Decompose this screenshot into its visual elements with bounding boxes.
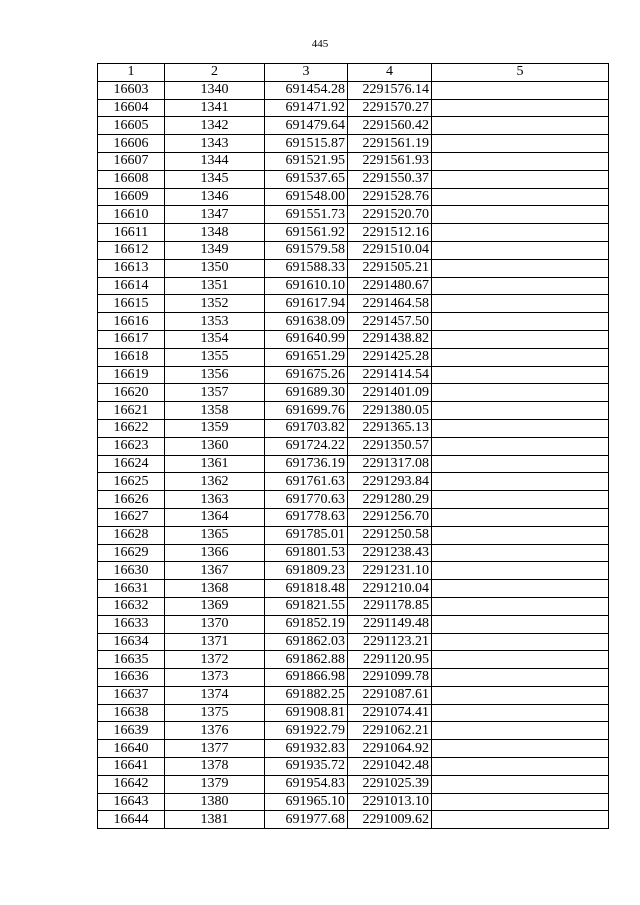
table-cell: 1375 bbox=[165, 704, 265, 722]
table-cell bbox=[432, 597, 609, 615]
table-cell: 16622 bbox=[98, 419, 165, 437]
table-cell: 1356 bbox=[165, 366, 265, 384]
table-cell: 16614 bbox=[98, 277, 165, 295]
table-cell: 691638.09 bbox=[265, 313, 348, 331]
table-cell: 2291505.21 bbox=[348, 259, 432, 277]
table-cell: 691651.29 bbox=[265, 348, 348, 366]
table-cell: 1358 bbox=[165, 402, 265, 420]
table-cell: 16637 bbox=[98, 686, 165, 704]
table-cell: 691699.76 bbox=[265, 402, 348, 420]
table-cell: 2291087.61 bbox=[348, 686, 432, 704]
table-cell: 691579.58 bbox=[265, 241, 348, 259]
table-cell bbox=[432, 259, 609, 277]
table-cell: 16604 bbox=[98, 99, 165, 117]
table-cell: 691977.68 bbox=[265, 811, 348, 829]
table-cell: 691761.63 bbox=[265, 473, 348, 491]
table-cell bbox=[432, 580, 609, 598]
table-cell: 16628 bbox=[98, 526, 165, 544]
table-cell: 691703.82 bbox=[265, 419, 348, 437]
table-cell bbox=[432, 633, 609, 651]
table-cell: 691537.65 bbox=[265, 170, 348, 188]
table-cell: 691640.99 bbox=[265, 330, 348, 348]
table-cell: 2291380.05 bbox=[348, 402, 432, 420]
table-cell bbox=[432, 188, 609, 206]
table-row bbox=[98, 544, 609, 562]
table-cell: 1359 bbox=[165, 419, 265, 437]
table-cell: 691588.33 bbox=[265, 259, 348, 277]
table-row bbox=[98, 775, 609, 793]
table-cell: 1357 bbox=[165, 384, 265, 402]
table-cell: 691965.10 bbox=[265, 793, 348, 811]
table-row bbox=[98, 491, 609, 509]
table-cell bbox=[432, 651, 609, 669]
table-cell: 1368 bbox=[165, 580, 265, 598]
table-cell: 2291120.95 bbox=[348, 651, 432, 669]
table-cell: 691515.87 bbox=[265, 135, 348, 153]
table-cell: 1365 bbox=[165, 526, 265, 544]
table-cell bbox=[432, 295, 609, 313]
table-cell: 2291280.29 bbox=[348, 491, 432, 509]
table-row bbox=[98, 562, 609, 580]
table-cell: 16610 bbox=[98, 206, 165, 224]
table-cell: 16625 bbox=[98, 473, 165, 491]
table-cell bbox=[432, 402, 609, 420]
table-cell: 2291025.39 bbox=[348, 775, 432, 793]
table-cell: 1378 bbox=[165, 758, 265, 776]
table-cell: 1360 bbox=[165, 437, 265, 455]
table-cell: 1343 bbox=[165, 135, 265, 153]
table-row bbox=[98, 758, 609, 776]
table-cell: 1381 bbox=[165, 811, 265, 829]
table-cell: 2291074.41 bbox=[348, 704, 432, 722]
table-cell: 2291210.04 bbox=[348, 580, 432, 598]
table-cell bbox=[432, 544, 609, 562]
table-cell: 2291178.85 bbox=[348, 597, 432, 615]
table-row bbox=[98, 330, 609, 348]
table-cell: 1344 bbox=[165, 152, 265, 170]
table-row bbox=[98, 633, 609, 651]
table-cell: 1367 bbox=[165, 562, 265, 580]
table-row bbox=[98, 508, 609, 526]
table-row bbox=[98, 597, 609, 615]
column-header: 1 bbox=[98, 64, 165, 82]
coordinates-table bbox=[97, 63, 609, 829]
table-row bbox=[98, 402, 609, 420]
table-cell bbox=[432, 277, 609, 295]
table-cell: 1352 bbox=[165, 295, 265, 313]
table-cell bbox=[432, 330, 609, 348]
table-cell: 1346 bbox=[165, 188, 265, 206]
table-cell: 1354 bbox=[165, 330, 265, 348]
table-cell bbox=[432, 758, 609, 776]
table-cell: 16612 bbox=[98, 241, 165, 259]
table-cell: 16611 bbox=[98, 224, 165, 242]
table-cell bbox=[432, 793, 609, 811]
table-row bbox=[98, 152, 609, 170]
table-cell bbox=[432, 224, 609, 242]
table-cell: 1355 bbox=[165, 348, 265, 366]
page-number: 445 bbox=[311, 38, 329, 50]
table-cell: 16636 bbox=[98, 669, 165, 687]
table-cell: 691479.64 bbox=[265, 117, 348, 135]
table-cell: 1353 bbox=[165, 313, 265, 331]
table-cell: 691471.92 bbox=[265, 99, 348, 117]
table-cell: 2291238.43 bbox=[348, 544, 432, 562]
table-cell: 2291512.16 bbox=[348, 224, 432, 242]
table-cell: 1371 bbox=[165, 633, 265, 651]
table-cell: 2291528.76 bbox=[348, 188, 432, 206]
table-cell: 16644 bbox=[98, 811, 165, 829]
table-cell: 1366 bbox=[165, 544, 265, 562]
table-cell: 2291317.08 bbox=[348, 455, 432, 473]
table-cell: 2291293.84 bbox=[348, 473, 432, 491]
table-cell bbox=[432, 366, 609, 384]
table-row bbox=[98, 419, 609, 437]
table-cell: 2291570.27 bbox=[348, 99, 432, 117]
table-row bbox=[98, 811, 609, 829]
table-cell: 16609 bbox=[98, 188, 165, 206]
table-cell: 1363 bbox=[165, 491, 265, 509]
table-cell: 691818.48 bbox=[265, 580, 348, 598]
table-row bbox=[98, 99, 609, 117]
table-cell: 16608 bbox=[98, 170, 165, 188]
table-cell: 16621 bbox=[98, 402, 165, 420]
table-row bbox=[98, 135, 609, 153]
table-cell: 1341 bbox=[165, 99, 265, 117]
table-cell bbox=[432, 615, 609, 633]
table-cell bbox=[432, 313, 609, 331]
table-cell bbox=[432, 722, 609, 740]
table-cell bbox=[432, 241, 609, 259]
table-cell: 691862.88 bbox=[265, 651, 348, 669]
table-cell: 1350 bbox=[165, 259, 265, 277]
table-row bbox=[98, 188, 609, 206]
table-cell bbox=[432, 384, 609, 402]
table-cell: 1373 bbox=[165, 669, 265, 687]
table-cell: 691561.92 bbox=[265, 224, 348, 242]
table-cell: 16630 bbox=[98, 562, 165, 580]
table-cell: 691935.72 bbox=[265, 758, 348, 776]
table-row bbox=[98, 437, 609, 455]
table-cell: 691548.00 bbox=[265, 188, 348, 206]
table-row bbox=[98, 295, 609, 313]
table-cell: 16603 bbox=[98, 81, 165, 99]
table-cell: 16635 bbox=[98, 651, 165, 669]
table-cell: 2291062.21 bbox=[348, 722, 432, 740]
table-cell: 16617 bbox=[98, 330, 165, 348]
table-row bbox=[98, 277, 609, 295]
table-cell: 2291520.70 bbox=[348, 206, 432, 224]
table-cell: 16607 bbox=[98, 152, 165, 170]
table-cell: 2291042.48 bbox=[348, 758, 432, 776]
table-cell: 16626 bbox=[98, 491, 165, 509]
table-cell: 691689.30 bbox=[265, 384, 348, 402]
table-cell: 2291561.19 bbox=[348, 135, 432, 153]
table-cell: 1347 bbox=[165, 206, 265, 224]
table-cell bbox=[432, 99, 609, 117]
column-header: 5 bbox=[432, 64, 609, 82]
table-cell: 16623 bbox=[98, 437, 165, 455]
table-cell: 691922.79 bbox=[265, 722, 348, 740]
table-row bbox=[98, 117, 609, 135]
table-cell: 691866.98 bbox=[265, 669, 348, 687]
table-cell: 2291013.10 bbox=[348, 793, 432, 811]
table-cell bbox=[432, 437, 609, 455]
table-row bbox=[98, 81, 609, 99]
table-row bbox=[98, 740, 609, 758]
table-cell: 1376 bbox=[165, 722, 265, 740]
table-cell: 16606 bbox=[98, 135, 165, 153]
table-cell: 2291365.13 bbox=[348, 419, 432, 437]
table-cell: 2291510.04 bbox=[348, 241, 432, 259]
table-cell: 691617.94 bbox=[265, 295, 348, 313]
column-header: 3 bbox=[265, 64, 348, 82]
table-cell: 2291250.58 bbox=[348, 526, 432, 544]
table-cell bbox=[432, 491, 609, 509]
table-row bbox=[98, 615, 609, 633]
table-row bbox=[98, 366, 609, 384]
table-cell bbox=[432, 686, 609, 704]
table-cell: 691610.10 bbox=[265, 277, 348, 295]
table-cell: 1369 bbox=[165, 597, 265, 615]
table-cell bbox=[432, 206, 609, 224]
table-cell: 2291414.54 bbox=[348, 366, 432, 384]
table-cell: 1345 bbox=[165, 170, 265, 188]
table-cell bbox=[432, 508, 609, 526]
table-cell: 2291350.57 bbox=[348, 437, 432, 455]
table-cell bbox=[432, 775, 609, 793]
table-cell: 691908.81 bbox=[265, 704, 348, 722]
table-row bbox=[98, 793, 609, 811]
table-cell: 691862.03 bbox=[265, 633, 348, 651]
table-cell: 2291123.21 bbox=[348, 633, 432, 651]
table-cell: 691809.23 bbox=[265, 562, 348, 580]
table-cell: 1370 bbox=[165, 615, 265, 633]
table-cell: 691821.55 bbox=[265, 597, 348, 615]
table-cell: 16638 bbox=[98, 704, 165, 722]
table-cell bbox=[432, 704, 609, 722]
table-cell bbox=[432, 473, 609, 491]
table-row bbox=[98, 580, 609, 598]
table-cell: 691785.01 bbox=[265, 526, 348, 544]
table-row bbox=[98, 224, 609, 242]
table-row bbox=[98, 686, 609, 704]
table-cell: 2291231.10 bbox=[348, 562, 432, 580]
table-cell: 691521.95 bbox=[265, 152, 348, 170]
table-cell: 2291425.28 bbox=[348, 348, 432, 366]
table-cell: 16620 bbox=[98, 384, 165, 402]
table-cell bbox=[432, 562, 609, 580]
table-cell: 2291149.48 bbox=[348, 615, 432, 633]
table-cell: 1351 bbox=[165, 277, 265, 295]
table-row bbox=[98, 473, 609, 491]
table-cell: 16631 bbox=[98, 580, 165, 598]
table-cell: 1379 bbox=[165, 775, 265, 793]
table-cell: 2291561.93 bbox=[348, 152, 432, 170]
table-row bbox=[98, 526, 609, 544]
column-header: 4 bbox=[348, 64, 432, 82]
table-cell: 1348 bbox=[165, 224, 265, 242]
table-cell: 1340 bbox=[165, 81, 265, 99]
table-cell: 16618 bbox=[98, 348, 165, 366]
table-cell: 691736.19 bbox=[265, 455, 348, 473]
table-cell: 691852.19 bbox=[265, 615, 348, 633]
table-cell: 16619 bbox=[98, 366, 165, 384]
table-cell: 16627 bbox=[98, 508, 165, 526]
table-cell: 2291064.92 bbox=[348, 740, 432, 758]
table-cell: 16624 bbox=[98, 455, 165, 473]
table-row bbox=[98, 241, 609, 259]
table-row bbox=[98, 722, 609, 740]
table-row bbox=[98, 170, 609, 188]
table-cell bbox=[432, 811, 609, 829]
table-cell: 2291560.42 bbox=[348, 117, 432, 135]
table-cell bbox=[432, 526, 609, 544]
table-cell: 2291099.78 bbox=[348, 669, 432, 687]
table-cell: 16642 bbox=[98, 775, 165, 793]
table-cell: 691882.25 bbox=[265, 686, 348, 704]
table-cell bbox=[432, 455, 609, 473]
table-row bbox=[98, 651, 609, 669]
table-cell: 1377 bbox=[165, 740, 265, 758]
table-cell: 16634 bbox=[98, 633, 165, 651]
table-cell: 691778.63 bbox=[265, 508, 348, 526]
column-header: 2 bbox=[165, 64, 265, 82]
table-cell: 2291550.37 bbox=[348, 170, 432, 188]
table-cell: 16639 bbox=[98, 722, 165, 740]
table-cell: 2291256.70 bbox=[348, 508, 432, 526]
table-cell: 16629 bbox=[98, 544, 165, 562]
table-cell: 16641 bbox=[98, 758, 165, 776]
table-row bbox=[98, 704, 609, 722]
table-row bbox=[98, 313, 609, 331]
table-cell: 2291438.82 bbox=[348, 330, 432, 348]
table-cell: 16632 bbox=[98, 597, 165, 615]
table-cell bbox=[432, 419, 609, 437]
table-cell: 2291457.50 bbox=[348, 313, 432, 331]
table-row bbox=[98, 259, 609, 277]
table-cell bbox=[432, 135, 609, 153]
table-cell: 2291464.58 bbox=[348, 295, 432, 313]
table-cell: 1361 bbox=[165, 455, 265, 473]
table-cell bbox=[432, 152, 609, 170]
table-cell: 16605 bbox=[98, 117, 165, 135]
table-cell bbox=[432, 740, 609, 758]
table-cell: 691551.73 bbox=[265, 206, 348, 224]
table-row bbox=[98, 455, 609, 473]
table-cell: 2291401.09 bbox=[348, 384, 432, 402]
table-cell: 691801.53 bbox=[265, 544, 348, 562]
table-body bbox=[98, 81, 609, 828]
table-cell: 1342 bbox=[165, 117, 265, 135]
header-row bbox=[98, 64, 609, 82]
table-cell: 2291480.67 bbox=[348, 277, 432, 295]
table-cell: 1362 bbox=[165, 473, 265, 491]
table-cell: 16643 bbox=[98, 793, 165, 811]
table-cell bbox=[432, 348, 609, 366]
table-cell: 16613 bbox=[98, 259, 165, 277]
table-cell: 691675.26 bbox=[265, 366, 348, 384]
table-cell: 16616 bbox=[98, 313, 165, 331]
table-cell: 1374 bbox=[165, 686, 265, 704]
table-cell bbox=[432, 170, 609, 188]
table-cell: 691724.22 bbox=[265, 437, 348, 455]
table-cell: 1364 bbox=[165, 508, 265, 526]
table-cell: 691454.28 bbox=[265, 81, 348, 99]
table-cell: 16633 bbox=[98, 615, 165, 633]
table-cell: 1349 bbox=[165, 241, 265, 259]
table-cell: 2291009.62 bbox=[348, 811, 432, 829]
table-cell: 691954.83 bbox=[265, 775, 348, 793]
table-cell: 1372 bbox=[165, 651, 265, 669]
table-cell: 16615 bbox=[98, 295, 165, 313]
table-cell: 16640 bbox=[98, 740, 165, 758]
table-cell bbox=[432, 117, 609, 135]
table-row bbox=[98, 669, 609, 687]
table-row bbox=[98, 348, 609, 366]
table-cell: 2291576.14 bbox=[348, 81, 432, 99]
table-row bbox=[98, 206, 609, 224]
table-cell: 691770.63 bbox=[265, 491, 348, 509]
table-cell: 691932.83 bbox=[265, 740, 348, 758]
table-row bbox=[98, 384, 609, 402]
table-cell bbox=[432, 669, 609, 687]
table-cell: 1380 bbox=[165, 793, 265, 811]
table-cell bbox=[432, 81, 609, 99]
